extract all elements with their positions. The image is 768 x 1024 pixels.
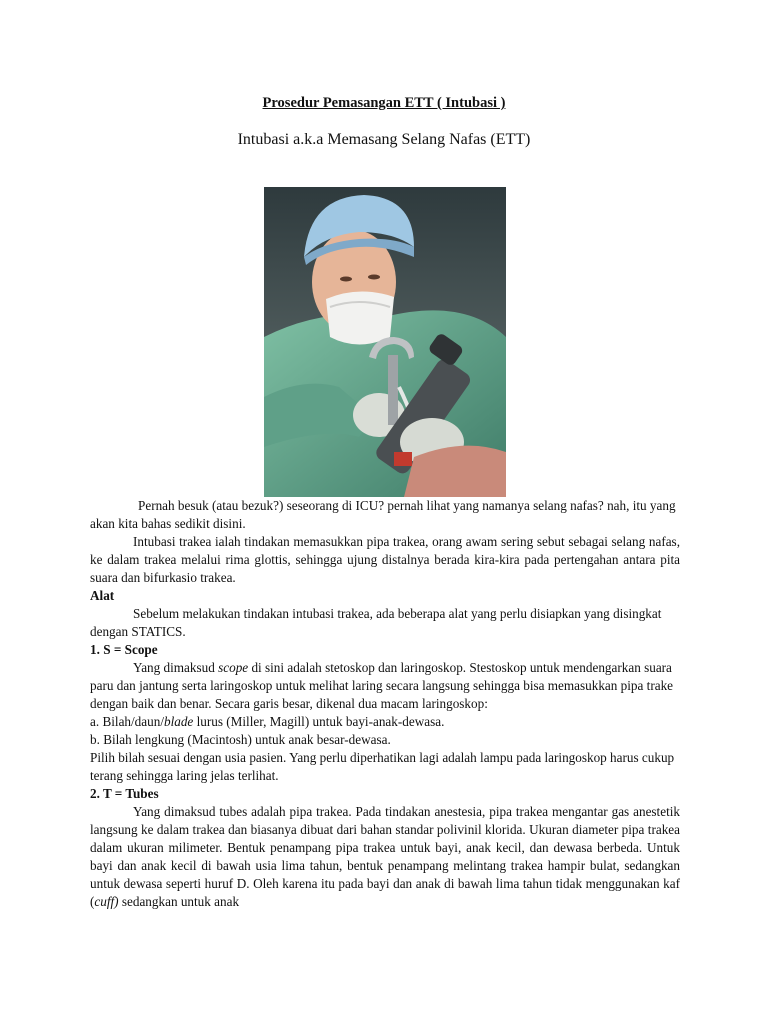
document-title: Prosedur Pemasangan ETT ( Intubasi ) bbox=[262, 95, 506, 111]
document-body bbox=[90, 497, 680, 911]
blade-note-paragraph: Pilih bilah sesuai dengan usia pasien. Yang perlu diperhatikan lagi adalah lampu pada laringoskop harus cukup terang sehingga laring jelas terlihat. bbox=[90, 750, 675, 783]
surgeon-intubation-photo bbox=[264, 187, 506, 497]
section-heading-scope: 1. S = Scope bbox=[90, 642, 158, 657]
intro-paragraph: Pernah besuk (atau bezuk?) seseorang di ICU? pernah lihat yang namanya selang nafas? nah, itu yang akan kita bahas sedikit disini. bbox=[90, 498, 676, 531]
scope-paragraph: Yang dimaksud scope di sini adalah stetoskop dan laringoskop. Stestoskop untuk mendengarkan suara paru dan jantung serta laringoskop untuk melihat laring secara langsung sehingga bisa memasukkan pipa trake dengan baik dan benar. Secara garis besar, dikenal dua macam laringoskop: bbox=[90, 660, 674, 711]
section-heading-alat: Alat bbox=[90, 588, 115, 603]
document-subtitle: Intubasi a.k.a Memasang Selang Nafas (ETT) bbox=[237, 131, 531, 148]
list-item-b: b. Bilah lengkung (Macintosh) untuk anak besar-dewasa. bbox=[90, 732, 391, 747]
alat-paragraph: Sebelum melakukan tindakan intubasi trakea, ada beberapa alat yang perlu disiapkan yang disingkat dengan STATICS. bbox=[90, 606, 662, 639]
section-heading-tubes: 2. T = Tubes bbox=[90, 786, 159, 801]
list-item-a: a. Bilah/daun/blade lurus (Miller, Magill) untuk bayi-anak-dewasa. bbox=[90, 714, 445, 729]
definition-paragraph: Intubasi trakea ialah tindakan memasukkan pipa trakea, orang awam sering sebut sebagai selang nafas, ke dalam trakea melalui rima glottis, sehingga ujung distalnya berada kira-kira pada pertengahan antara pita suara dan bifurkasio trakea. bbox=[90, 534, 680, 585]
tubes-paragraph: Yang dimaksud tubes adalah pipa trakea. Pada tindakan anestesia, pipa trakea mengantar gas anestetik langsung ke dalam trakea dan biasanya dibuat dari bahan standar polivinil klorida. Ukuran diameter pipa trakea dalam ukuran milimeter. Bentuk penampang pipa trakea untuk bayi, anak kecil, dan dewasa berbeda. Untuk bayi dan anak kecil di bawah usia lima tahun, bentuk penampang melintang trakea hampir bulat, sedangkan untuk dewasa seperti huruf D. Oleh karena itu pada bayi dan anak di bawah lima tahun tidak menggunakan kaf (cuff) sedangkan untuk anak bbox=[90, 804, 680, 909]
